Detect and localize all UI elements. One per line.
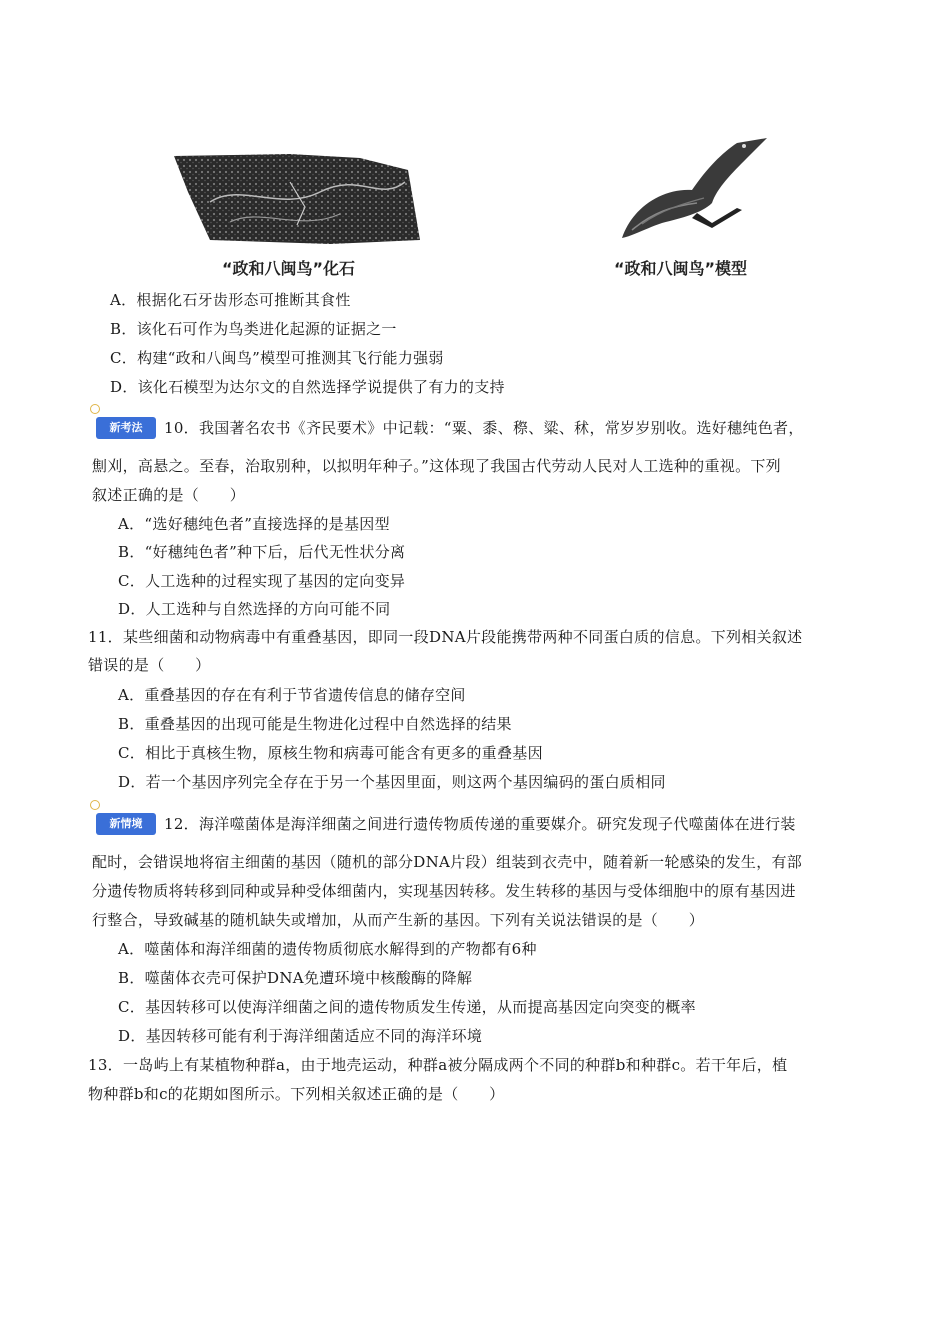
q12-option-c: C．基因转移可以使海洋细菌之间的遗传物质发生传递，从而提高基因定向突变的概率 (118, 998, 696, 1016)
q11-stem-line-1: 11．某些细菌和动物病毒中有重叠基因，即同一段DNA片段能携带两种不同蛋白质的信息。下列相关叙述 (88, 628, 803, 646)
q11-stem-line-2: 错误的是（ ） (88, 656, 211, 674)
q10-stem-line-1: 10．我国著名农书《齐民要术》中记载：“粟、黍、穄、粱、秫，常岁岁别收。选好穗纯色者， (164, 419, 804, 437)
q10-option-b: B．“好穗纯色者”种下后，后代无性状分离 (118, 543, 406, 561)
q11-option-a: A．重叠基因的存在有利于节省遗传信息的储存空间 (118, 686, 466, 704)
fossil-caption: “政和八闽鸟”化石 (222, 259, 356, 278)
q9-option-b: B．该化石可作为鸟类进化起源的证据之一 (110, 320, 397, 338)
model-image (612, 118, 772, 248)
q10-option-d: D．人工选种与自然选择的方向可能不同 (118, 600, 391, 618)
q9-option-a: A．根据化石牙齿形态可推断其食性 (110, 291, 351, 309)
q11-option-b: B．重叠基因的出现可能是生物进化过程中自然选择的结果 (118, 715, 512, 733)
q12-stem-line-1: 12．海洋噬菌体是海洋细菌之间进行遗传物质传递的重要媒介。研究发现子代噬菌体在进行装 (164, 815, 796, 833)
q12-tag-badge: 新情境 (96, 813, 156, 835)
q12-stem-line-2: 配时，会错误地将宿主细菌的基因（随机的部分DNA片段）组装到衣壳中，随着新一轮感染的发生，有部 (92, 853, 803, 871)
q12-stem-line-3: 分遗传物质将转移到同种或异种受体细菌内，实现基因转移。发生转移的基因与受体细胞中的原有基因进 (92, 882, 796, 900)
q11-option-d: D．若一个基因序列完全存在于另一个基因里面，则这两个基因编码的蛋白质相同 (118, 773, 666, 791)
q10-stem-line-2: 劁刈，高悬之。至春，治取别种，以拟明年种子。”这体现了我国古代劳动人民对人工选种的重视。下列 (92, 457, 781, 475)
q13-stem-line-1: 13．一岛屿上有某植物种群a，由于地壳运动，种群a被分隔成两个不同的种群b和种群c。若干年后，植 (88, 1056, 788, 1074)
model-caption: “政和八闽鸟”模型 (614, 259, 748, 278)
q10-option-c: C．人工选种的过程实现了基因的定向变异 (118, 572, 406, 590)
figure-row (0, 140, 950, 280)
q10-stem-line-3: 叙述正确的是（ ） (92, 486, 246, 504)
q12-stem-line-4: 行整合，导致碱基的随机缺失或增加，从而产生新的基因。下列有关说法错误的是（ ） (92, 911, 705, 929)
q10-option-a: A．“选好穗纯色者”直接选择的是基因型 (118, 515, 390, 533)
q12-option-d: D．基因转移可能有利于海洋细菌适应不同的海洋环境 (118, 1027, 483, 1045)
q11-option-c: C．相比于真核生物，原核生物和病毒可能含有更多的重叠基因 (118, 744, 543, 762)
q9-option-c: C．构建“政和八闽鸟”模型可推测其飞行能力强弱 (110, 349, 444, 367)
q9-option-d: D．该化石模型为达尔文的自然选择学说提供了有力的支持 (110, 378, 505, 396)
q12-tag-dot (90, 800, 100, 810)
q10-tag-badge: 新考法 (96, 417, 156, 439)
q12-option-b: B．噬菌体衣壳可保护DNA免遭环境中核酸酶的降解 (118, 969, 473, 987)
q12-option-a: A．噬菌体和海洋细菌的遗传物质彻底水解得到的产物都有6种 (118, 940, 537, 958)
q10-tag-dot (90, 404, 100, 414)
fossil-image (170, 152, 425, 247)
q13-stem-line-2: 物种群b和c的花期如图所示。下列相关叙述正确的是（ ） (88, 1085, 505, 1103)
